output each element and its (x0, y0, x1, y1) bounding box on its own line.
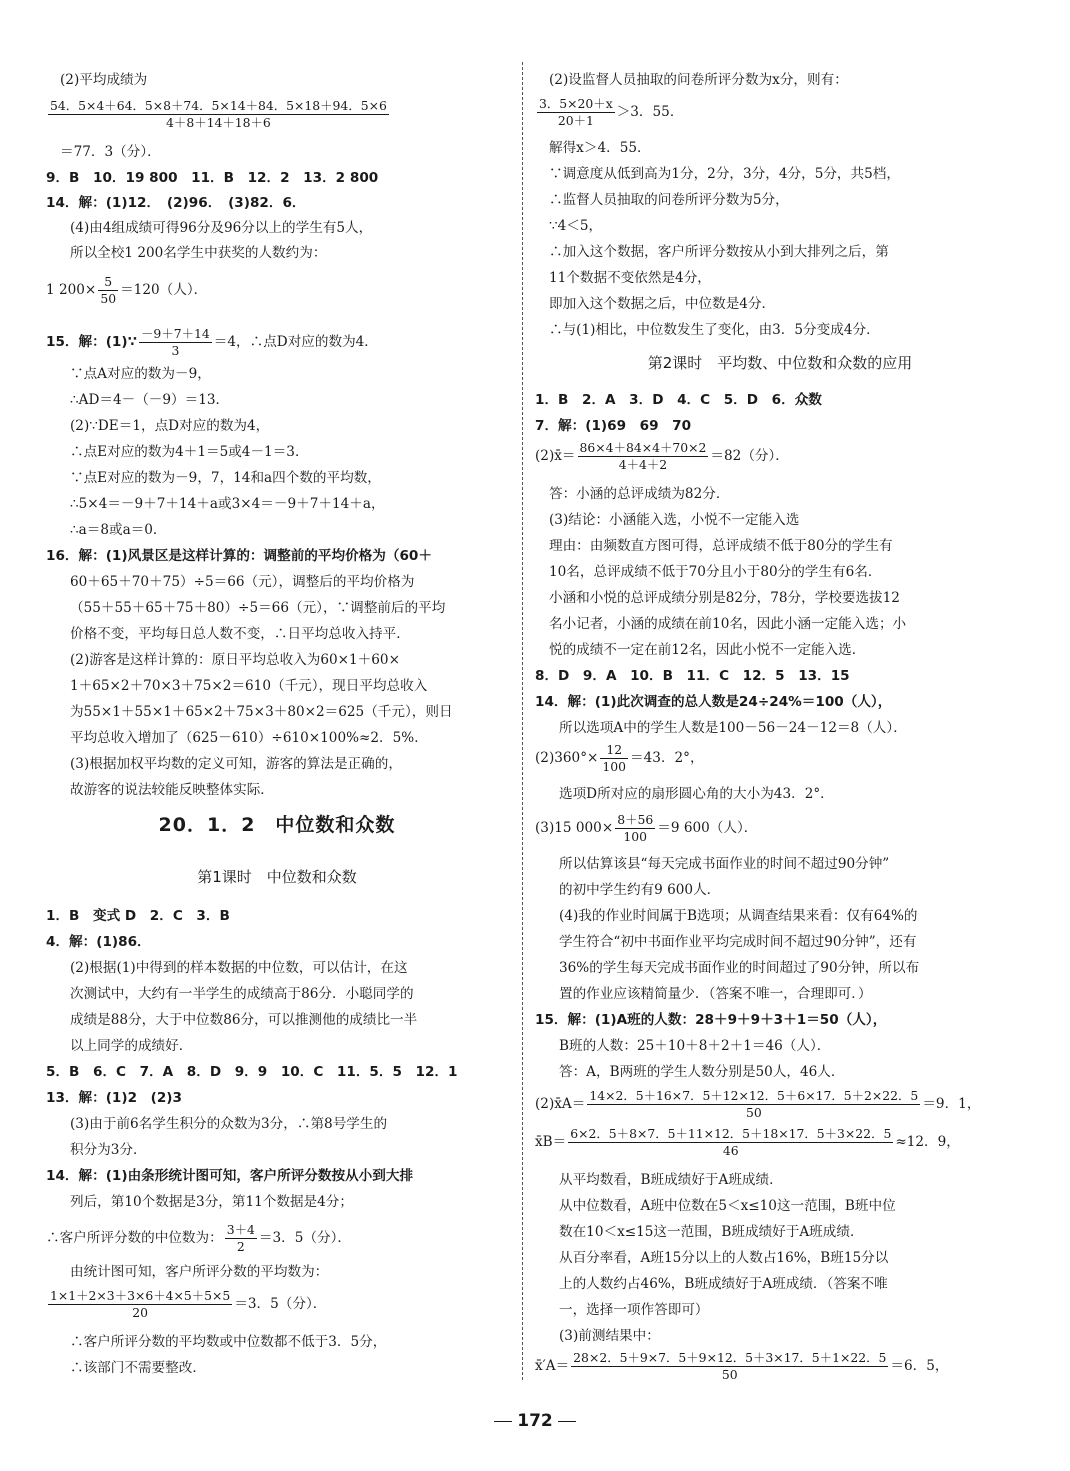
fraction: $\frac{6\times 2.5+8\times 7.5+11\times 12.5+18\times 17.5+3\times 22.5}{46}$ (570, 1126, 892, 1158)
fraction: $\frac{28\times 2.5+9\times 7.5+9\times 12.5+3\times 17.5+1\times 22.5}{50}$ (573, 1350, 887, 1382)
section-title: 20．1．2 中位数和众数 (158, 814, 396, 836)
formula-inequality: $\frac{3.5\times 20+x}{20+1}$ ＞3．55． (539, 96, 684, 128)
text-line: (2)游客是这样计算的：原日平均总收入为60×1＋60× (70, 652, 400, 668)
text-line: 选项D所对应的扇形圆心角的大小为43．2°． (559, 786, 834, 802)
question-14: 14．解：(1)12． (2)96． (3)82．6． (46, 195, 306, 211)
text-line: 11个数据不变依然是4分， (549, 270, 711, 286)
answers-row: 1．B 变式 D 2．C 3．B (46, 908, 230, 924)
text-line: B班的人数：25＋10＋8＋2＋1＝46（人）． (559, 1038, 831, 1054)
formula-average (46, 98, 391, 131)
text-line: ∵调意度从低到高为1分，2分，3分，4分，5分，共5档， (549, 166, 900, 182)
column-divider (522, 62, 523, 1380)
text-line: 即加入这个数据之后，中位数是4分． (549, 296, 776, 312)
text-line: (2)平均成绩为 (60, 72, 148, 88)
text-line: 所以估算该县“每天完成书面作业的时间不超过90分钟” (559, 856, 890, 872)
text-line: ∴监督人员抽取的问卷所评分数为5分， (549, 192, 789, 208)
fraction: $\frac{86\times 4+84\times 4+70\times 2}{4+4+2}$ (579, 440, 707, 472)
text-line: (4)由4组成绩可得96分及96分以上的学生有5人， (70, 220, 373, 236)
formula-mean-a-prime: x̄′A＝ $\frac{28\times 2.5+9\times 7.5+9\times 12.5+3\times 17.5+1\times 22.5}{50}$ ＝6．5， (535, 1350, 949, 1382)
text-line: 答：小涵的总评成绩为82分． (549, 486, 730, 502)
text-line: 以上同学的成绩好． (70, 1038, 193, 1054)
text-line: 答：A，B两班的学生人数分别是50人，46人． (559, 1064, 845, 1080)
formula-total-score: (2)x̄＝ $\frac{86\times 4+84\times 4+70\times 2}{4+4+2}$ ＝82（分）． (535, 440, 789, 472)
answers-row: 9．B 10．19 800 11．B 12．2 13．2 800 (46, 170, 379, 186)
text-line: 的初中学生约有9 600人． (559, 882, 721, 898)
text-line: 故游客的说法较能反映整体实际． (70, 782, 274, 798)
text-line: 所以全校1 200名学生中获奖的人数约为： (70, 245, 327, 261)
text-line: 解得x＞4．55． (549, 140, 651, 156)
text-line: 1＋65×2＋70×3＋75×2＝610（千元），现日平均总收入 (70, 678, 428, 694)
text-line: (2)根据(1)中得到的样本数据的中位数，可以估计，在这 (70, 960, 408, 976)
text-line: 60＋65＋70＋75）÷5＝66（元），调整后的平均价格为 (70, 574, 415, 590)
text-line: 上的人数约占46%，B班成绩好于A班成绩．（答案不唯 (559, 1276, 888, 1292)
text-line: (3)由于前6名学生积分的众数为3分，∴第8号学生的 (70, 1116, 388, 1132)
question-15: 15．解：(1)∵ $\frac{-9+7+14}{3}$ ＝4，∴点D对应的数为4． (46, 326, 378, 358)
text-line: ∴AD＝4－（－9）＝13． (70, 392, 230, 408)
text-line: 从中位数看，A班中位数在5＜x≤10这一范围，B班中位 (559, 1198, 896, 1214)
text-line: 平均总收入增加了（625－610）÷610×100%≈2．5%． (70, 730, 428, 746)
text-line: 积分为3分． (70, 1142, 147, 1158)
question-15: 15．解：(1)A班的人数：28＋9＋9＋3＋1＝50（人）， (535, 1012, 887, 1028)
text-line: 价格不变，平均每日总人数不变，∴日平均总收入持平． (70, 626, 410, 642)
text-line: 数在10＜x≤15这一范围，B班成绩好于A班成绩． (559, 1224, 864, 1240)
text-line: ＝77．3（分）． (60, 144, 161, 160)
lesson-title: 第2课时 平均数、中位数和众数的应用 (647, 354, 913, 372)
fraction: $\frac{3+4}{2}$ (226, 1222, 255, 1254)
fraction: $\frac{8+56}{100}$ (617, 812, 654, 844)
text-line: （55＋55＋65＋75＋80）÷5＝66（元），∵调整前后的平均 (70, 600, 446, 616)
text-line: ∴该部门不需要整改． (70, 1360, 206, 1376)
formula-mean: $\frac{1\times 1+2\times 3+3\times 6+4\times 5+5\times 5}{20}$ ＝3．5（分）． (50, 1288, 327, 1320)
question-14: 14．解：(1)此次调查的总人数是24÷24%＝100（人）， (535, 694, 892, 710)
question-13: 13．解：(1)2 (2)3 (46, 1090, 182, 1106)
lesson-title: 第1课时 中位数和众数 (197, 868, 357, 886)
answers-row: 1．B 2．A 3．D 4．C 5．D 6．众数 (535, 392, 822, 408)
text-line: ∴与(1)相比，中位数发生了变化，由3．5分变成4分． (549, 322, 880, 338)
fraction: $\frac{54.5\times 4+64.5\times 8+74.5\times 14+84.5\times 18+94.5\times 6}{4+8+14+18+6}$ (50, 98, 387, 130)
text-line: (3)前测结果中： (559, 1328, 660, 1344)
text-line: ∵点A对应的数为－9， (70, 366, 211, 382)
text-line: 为55×1＋55×1＋65×2＋75×3＋80×2＝625（千元），则日 (70, 704, 453, 720)
dash-left (494, 1421, 512, 1422)
question-4: 4．解：(1)86． (46, 934, 151, 950)
text-line: 一，选择一项作答即可） (559, 1302, 709, 1318)
text-line: (2)设监督人员抽取的问卷所评分数为x分，则有： (549, 72, 848, 88)
formula-mean-b: x̄B＝ $\frac{6\times 2.5+8\times 7.5+11\times 12.5+18\times 17.5+3\times 22.5}{46}$ ≈12．9， (535, 1126, 960, 1158)
fraction: $\frac{-9+7+14}{3}$ (141, 326, 210, 358)
text-line: (2)∵DE＝1，点D对应的数为4， (70, 418, 270, 434)
text-line: 理由：由频数直方图可得，总评成绩不低于80分的学生有 (549, 538, 893, 554)
formula-mean-a: (2)x̄A＝ $\frac{14\times 2.5+16\times 7.5+12\times 12.5+6\times 17.5+2\times 22.5}{50}$ ＝9．1， (535, 1088, 981, 1120)
text-line: 列后，第10个数据是3分，第11个数据是4分； (70, 1194, 353, 1210)
fraction: $\frac{14\times 2.5+16\times 7.5+12\times 12.5+6\times 17.5+2\times 22.5}{50}$ (589, 1088, 919, 1120)
answers-row: 8．D 9．A 10．B 11．C 12．5 13．15 (535, 668, 850, 684)
formula-estimate: (3)15 000× $\frac{8+56}{100}$ ＝9 600（人）． (535, 812, 758, 844)
text-line: (4)我的作业时间属于B选项；从调查结果来看：仅有64%的 (559, 908, 918, 924)
question-7: 7．解：(1)69 69 70 (535, 418, 692, 434)
dash-right (558, 1421, 576, 1422)
text-line: ∵点E对应的数为－9，7，14和a四个数的平均数， (70, 470, 381, 486)
text-line: 成绩是88分，大于中位数86分，可以推测他的成绩比一半 (70, 1012, 418, 1028)
formula-award: 1 200× $\frac{5}{50}$ ＝120（人）． (46, 274, 208, 306)
page-number: 172 (0, 1411, 1070, 1431)
text-line: 所以选项A中的学生人数是100－56－24－12＝8（人）． (559, 720, 907, 736)
fraction: $\frac{1\times 1+2\times 3+3\times 6+4\times 5+5\times 5}{20}$ (50, 1288, 231, 1320)
text-line: 从百分率看，A班15分以上的人数占16%，B班15分以 (559, 1250, 889, 1266)
text-line: 置的作业应该精简量少．（答案不唯一，合理即可．） (559, 986, 872, 1002)
text-line: 小涵和小悦的总评成绩分别是82分，78分，学校要选拔12 (549, 590, 900, 606)
fraction: $\frac{5}{50}$ (100, 274, 117, 306)
question-16: 16．解：(1)风景区是这样计算的：调整前的平均价格为（60＋ (46, 548, 432, 564)
text-line: ∴5×4＝－9＋7＋14＋a或3×4＝－9＋7＋14＋a， (70, 496, 385, 512)
formula-median: ∴客户所评分数的中位数为： $\frac{3+4}{2}$ ＝3．5（分）． (46, 1222, 351, 1254)
text-line: 名小记者，小涵的成绩在前10名，因此小涵一定能入选；小 (549, 616, 907, 632)
text-line: ∴客户所评分数的平均数或中位数都不低于3．5分， (70, 1334, 387, 1350)
text-line: 36%的学生每天完成书面作业的时间超过了90分钟，所以布 (559, 960, 920, 976)
text-line: 从平均数看，B班成绩好于A班成绩． (559, 1172, 783, 1188)
text-line: ∵4＜5， (549, 218, 603, 234)
question-14b: 14．解：(1)由条形统计图可知，客户所评分数按从小到大排 (46, 1168, 414, 1184)
text-line: 次测试中，大约有一半学生的成绩高于86分．小聪同学的 (70, 986, 414, 1002)
text-line: ∴加入这个数据，客户所评分数按从小到大排列之后，第 (549, 244, 889, 260)
text-line: 10名，总评成绩不低于70分且小于80分的学生有6名． (549, 564, 882, 580)
text-line: 由统计图可知，客户所评分数的平均数为： (70, 1264, 329, 1280)
text-line: 学生符合“初中书面作业平均完成时间不超过90分钟”，还有 (559, 934, 917, 950)
fraction: $\frac{3.5\times 20+x}{20+1}$ (539, 96, 613, 128)
text-line: 悦的成绩不一定在前12名，因此小悦不一定能入选． (549, 642, 866, 658)
text-line: ∴点E对应的数为4＋1＝5或4－1＝3． (70, 444, 309, 460)
formula-angle: (2)360°× $\frac{12}{100}$ ＝43．2°， (535, 742, 704, 774)
text-line: (3)结论：小涵能入选，小悦不一定能入选 (549, 512, 800, 528)
answers-row: 5．B 6．C 7．A 8．D 9．9 10．C 11．5．5 12．1 (46, 1064, 458, 1080)
text-line: ∴a＝8或a＝0． (70, 522, 167, 538)
text-line: (3)根据加权平均数的定义可知，游客的算法是正确的， (70, 756, 402, 772)
fraction: $\frac{12}{100}$ (602, 742, 627, 774)
